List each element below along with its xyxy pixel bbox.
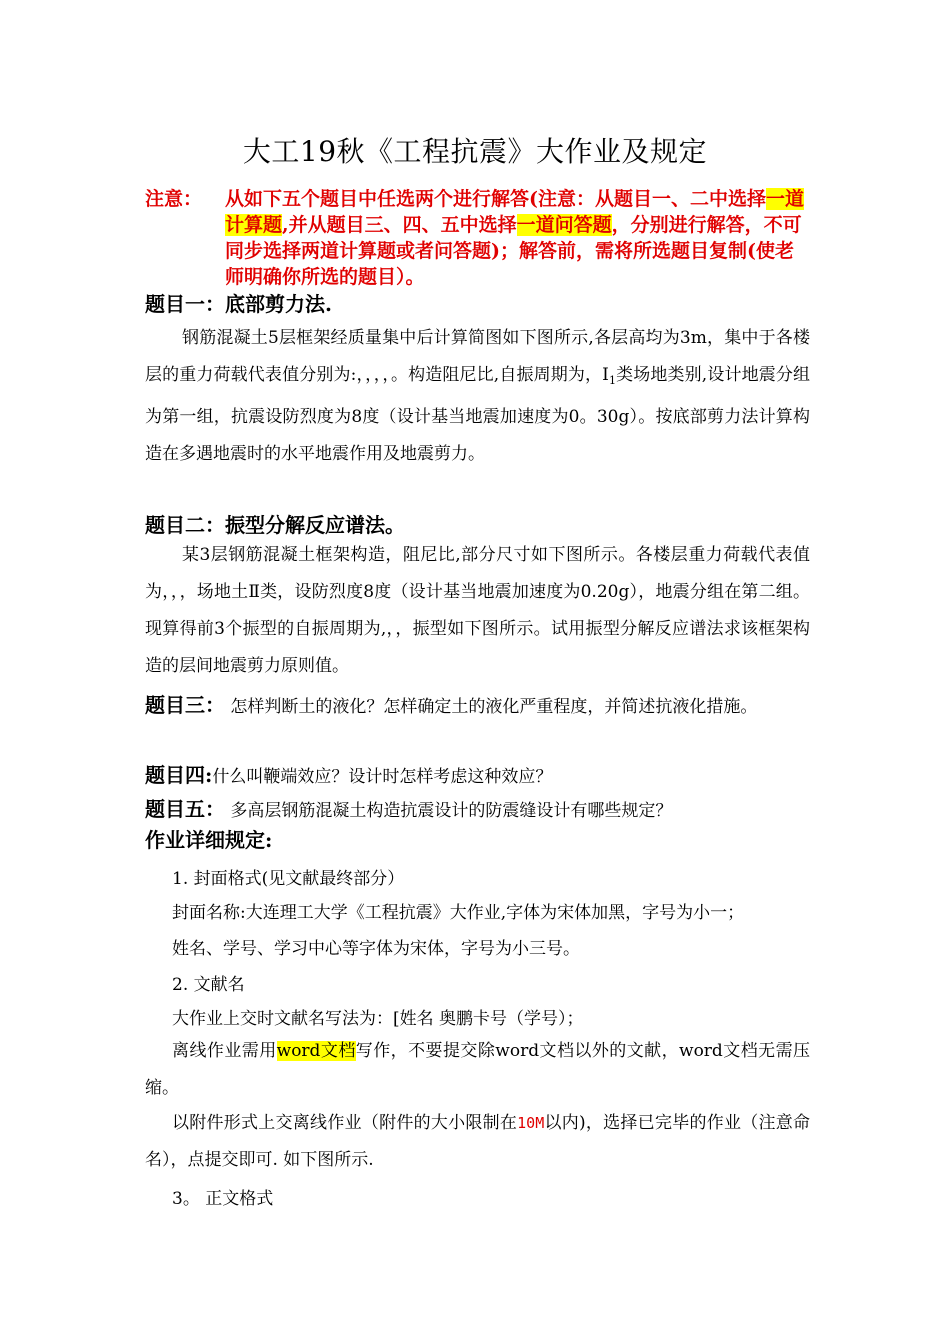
q4-heading: 题目四: [145,763,213,787]
q1-text [145,320,810,473]
document-title: 大工19秋《工程抗震》大作业及规定 [242,135,708,168]
req-line-1: 1. 封面格式(见文献最终部分） [172,869,405,889]
req-line-6 [145,1033,810,1107]
q5-block [145,796,810,824]
q5-heading: 题目五： [145,797,225,821]
q5-text: 多高层钢筋混凝土构造抗震设计的防震缝设计有哪些规定？ [230,801,673,821]
q1-heading: 题目一：底部剪力法. [145,292,332,316]
notice-text-3: ，分别进行解答，不可同步选择两道计算题或者问答题)；解答前，需将所选题目复制(使老师明确你所选的题目）。 [225,214,802,288]
req-line-2: 封面名称:大连理工大学《工程抗震》大作业,字体为宋体加黑，字号为小一； [172,903,745,923]
req-line-6b: 写作，不要提交除word文档以外的文献，word文档无需压缩。 [145,1041,811,1098]
req-line-7a: 以附件形式上交离线作业（附件的大小限制在 [172,1113,518,1133]
req-word-highlight: word文档 [276,1041,356,1061]
req-line-7b: 以内)，选择已完毕的作业（注意命名），点提交即可. 如下图所示. [145,1113,810,1170]
q1-subscript: 1 [608,374,616,387]
req-line-3: 姓名、学号、学习中心等字体为宋体，字号为小三号。 [172,939,580,959]
req-line-8: 3。 正文格式 [172,1189,274,1209]
req-line-7 [145,1105,810,1179]
notice-body [225,186,810,290]
notice-text-1: 从如下五个题目中任选两个进行解答(注意：从题目一、二中选择 [225,188,766,210]
notice-block [145,186,810,290]
q2-text: 某3层钢筋混凝土框架构造，阻尼比,部分尺寸如下图所示。各楼层重力荷载代表值为，，，场地土Ⅱ类，设防烈度8度（设计基当地震加速度为0.20g），地震分组在第二组。现算得前3个振型的自振周期为,，，振型如下图所示。试用振型分解反应谱法求该框架构造的层间地震剪力原则值。 [145,545,810,676]
q2-heading: 题目二：振型分解反应谱法。 [145,513,405,537]
q4-block [145,757,810,796]
notice-highlight-qa: 一道问答题 [516,214,612,236]
requirements-heading: 作业详细规定: [145,828,273,852]
q1-text-a: 钢筋混凝土5层框架经质量集中后计算简图如下图所示,各层高均为3m，集中于各楼层的重力荷载代表值分别为:，，，，。构造阻尼比,自振周期为，Ⅰ [145,328,810,385]
notice-lead: 注意： [145,188,203,210]
req-size-limit: 10M [517,1114,545,1132]
req-line-6a: 离线作业需用 [172,1041,277,1061]
notice-highlight-calc: 一道计算题 [225,188,805,236]
q3-block [145,687,810,726]
req-line-5: 大作业上交时文献名写法为：[姓名 奥鹏卡号（学号）； [172,1009,584,1029]
q3-text: 怎样判断土的液化？怎样确定土的液化严重程度，并简述抗液化措施。 [230,697,758,717]
notice-text-2: ,并从题目三、四、五中选择 [282,214,517,236]
q3-heading: 题目三： [145,693,225,717]
q4-text: 什么叫鞭端效应？设计时怎样考虑这种效应？ [212,767,553,787]
q1-text-b: 类场地类别,设计地震分组为第一组，抗震设防烈度为8度（设计基当地震加速度为0。30g）。按底部剪力法计算构造在多遇地震时的水平地震作用及地震剪力。 [145,365,810,464]
req-line-4: 2. 文献名 [172,975,245,995]
